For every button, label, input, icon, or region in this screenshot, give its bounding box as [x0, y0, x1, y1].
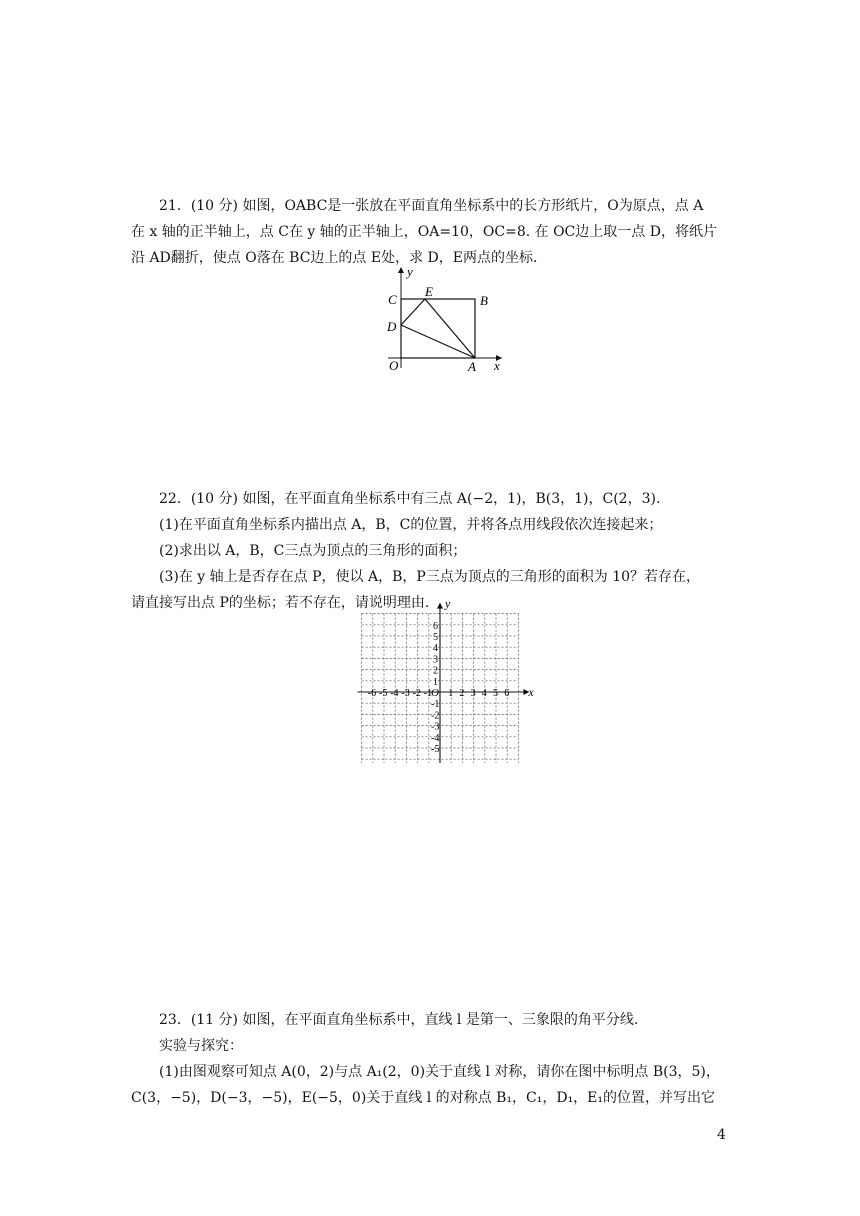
q22-line-4: (3)在 y 轴上是否存在点 P，使以 A，B，P三点为顶点的三角形的面积为 10？若存在， — [159, 569, 701, 585]
q23-line-2: 实验与探究： — [159, 1038, 243, 1054]
y-axis-arrow — [437, 603, 443, 609]
y-axis-label: y — [445, 598, 451, 611]
y-tick-label: -1 — [431, 699, 440, 711]
y-tick-label: 3 — [433, 654, 438, 666]
x-tick-label: 3 — [470, 688, 476, 699]
y-tick-label: -5 — [431, 744, 440, 755]
y-tick-label: -3 — [431, 721, 440, 733]
y-tick-label: 6 — [433, 620, 438, 632]
x-tick-label: -3 — [401, 688, 410, 699]
question-21-text — [131, 193, 737, 271]
x-axis-label: x — [528, 685, 534, 699]
q22-line-5: 请直接写出点 P的坐标；若不存在，请说明理由. — [131, 595, 430, 611]
q21-label-A: A — [468, 359, 476, 374]
q21-figure — [380, 263, 510, 375]
q23-line-3: (1)由图观察可知点 A(0，2)与点 A₁(2，0)关于直线 l 对称，请你在图中标明点 B(3，5)， — [159, 1064, 720, 1080]
q21-line-1: 21．(10 分) 如图，OABC是一张放在平面直角坐标系中的长方形纸片，O为原点，点 A — [159, 198, 704, 214]
q21-label-C: C — [388, 292, 397, 307]
question-23-text — [131, 1007, 737, 1111]
x-tick-label: -1 — [423, 688, 433, 699]
x-tick-label: 4 — [481, 688, 487, 699]
x-tick-label: 5 — [493, 688, 498, 699]
origin-label: O — [431, 687, 439, 699]
q21-label-x: x — [494, 358, 500, 373]
q21-label-y: y — [407, 264, 413, 279]
y-tick-label: 4 — [433, 643, 438, 655]
q21-label-D: D — [387, 319, 397, 334]
q23-line-4: C(3，−5)，D(−3，−5)，E(−5，0)关于直线 l 的对称点 B₁，C₁，D₁，E₁的位置，并写出它 — [131, 1090, 716, 1106]
q22-line-2: (1)在平面直角坐标系内描出点 A，B，C的位置，并将各点用线段依次连接起来； — [159, 517, 663, 533]
q22-line-3: (2)求出以 A，B，C三点为顶点的三角形的面积； — [159, 543, 467, 559]
q22-coordinate-grid — [350, 598, 540, 763]
q22-line-1: 22．(10 分) 如图，在平面直角坐标系中有三点 A(−2，1)，B(3，1)，C(2，3). — [159, 491, 661, 507]
x-tick-label: -6 — [367, 688, 377, 699]
q21-label-O: O — [389, 358, 399, 373]
page-number: 4 — [717, 1127, 726, 1143]
y-tick-label: -4 — [431, 732, 440, 744]
q21-label-E: E — [425, 284, 433, 299]
y-tick-label: 2 — [433, 665, 438, 677]
q21-line-2: 在 x 轴的正半轴上，点 C在 y 轴的正半轴上，OA=10，OC=8. 在 OC边上取一点 D，将纸片 — [131, 224, 717, 240]
x-tick-label: 6 — [504, 688, 510, 699]
q21-line-3: 沿 AD翻折，使点 O落在 BC边上的点 E处，求 D，E两点的坐标. — [131, 250, 538, 266]
x-tick-label: -2 — [412, 688, 421, 699]
x-tick-label: -5 — [379, 688, 388, 699]
x-tick-label: 2 — [459, 688, 465, 699]
x-tick-label: -4 — [390, 688, 399, 699]
y-tick-label: 5 — [433, 632, 438, 643]
q23-line-1: 23．(11 分) 如图，在平面直角坐标系中，直线 l 是第一、三象限的角平分线. — [159, 1012, 639, 1028]
y-tick-label: -2 — [431, 710, 440, 722]
x-tick-label: 1 — [448, 688, 454, 699]
question-22-text — [131, 486, 737, 616]
y-tick-label: 1 — [433, 676, 438, 688]
q21-label-B: B — [480, 293, 488, 308]
